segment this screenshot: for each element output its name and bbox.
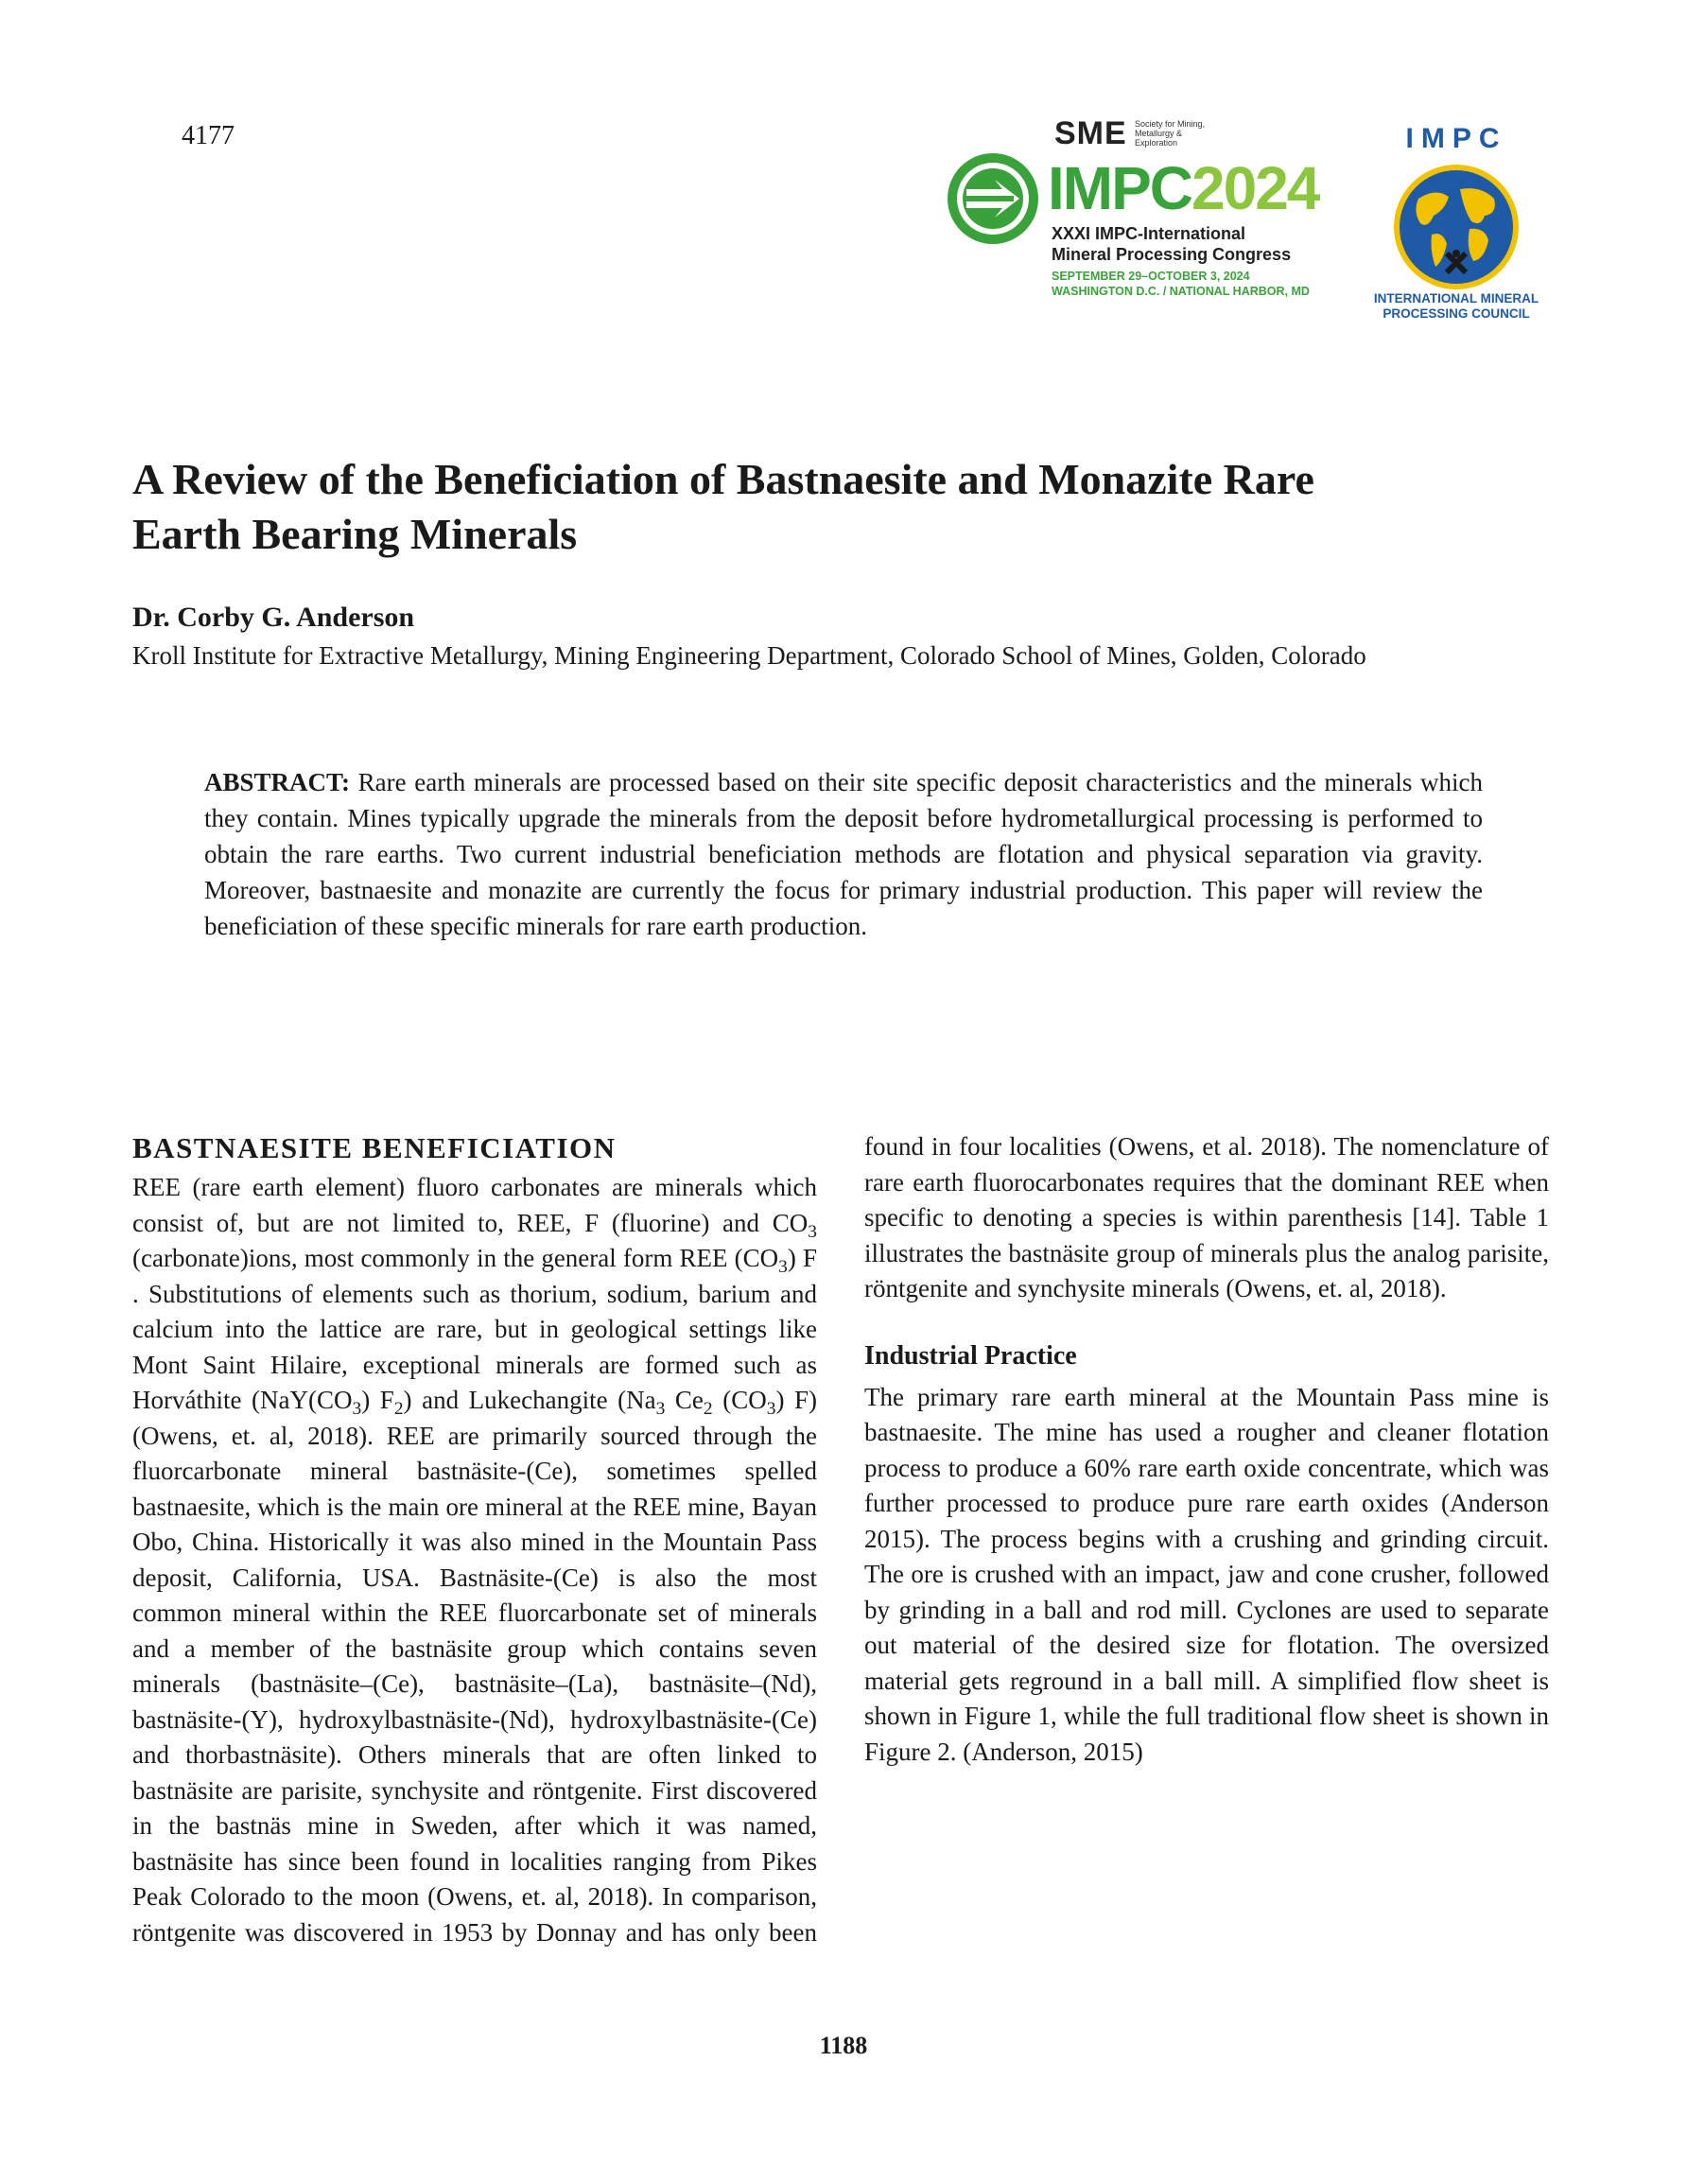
congress-dates: SEPTEMBER 29–OCTOBER 3, 2024 [1052, 270, 1250, 283]
paper-title: A Review of the Beneficiation of Bastnaesite and Monazite Rare Earth Bearing Minerals [132, 455, 1314, 558]
abstract-label: ABSTRACT: [204, 768, 351, 796]
abstract-text: Rare earth minerals are processed based on their site specific deposit characteristics and the minerals which they contain. Mines typically upgrade the minerals from the deposit before hydrometallurgical processing is performed to obtain the rare earths. Two current industrial beneficiation methods are flotation and physical separation via gravity. Moreover, bastnaesite and monazite are currently the focus for primary industrial production. This paper will review the beneficiation of these specific minerals for rare earth production. [204, 768, 1483, 940]
congress-line-2: Mineral Processing Congress [1052, 245, 1292, 264]
author-name: Dr. Corby G. Anderson [132, 602, 415, 633]
impc-word: IMPC [1048, 154, 1191, 222]
subsection-heading: Industrial Practice [864, 1340, 1077, 1371]
globe-icon [1390, 161, 1522, 293]
council-line-1: INTERNATIONAL MINERAL [1373, 291, 1539, 306]
congress-logo [946, 112, 1343, 329]
body-paragraph-2: The primary rare earth mineral at the Mountain Pass mine is bastnaesite. The mine has used a rougher and cleaner flotation process to produce a 60% rare earth oxide concentrate, which was further processed to produce pure rare earth oxides (Anderson 2015). The process begins with a crushing and grinding circuit. The ore is crushed with an impact, jaw and cone crusher, followed by grinding in a ball and rod mill. Cyclones are used to separate out material of the desired size for flotation. The oversized material gets reground in a ball mill. A simplified flow sheet is shown in Figure 1, while the full traditional flow sheet is shown in Figure 2. (Anderson, 2015) [864, 1382, 1549, 1766]
paper-id: 4177 [182, 121, 235, 150]
council-logo [1362, 123, 1551, 322]
sme-logo-text: SME [1054, 115, 1127, 151]
page-number: 1188 [819, 2032, 868, 2059]
abstract [204, 764, 1483, 944]
impc-year: 2024 [1191, 154, 1319, 222]
congress-line-1: XXXI IMPC-International [1052, 224, 1246, 243]
sme-subtitle: Society for Mining, Metallurgy & Exploration [1135, 119, 1206, 148]
congress-place: WASHINGTON D.C. / NATIONAL HARBOR, MD [1052, 285, 1310, 298]
left-column [132, 1129, 817, 1950]
right-column [864, 1129, 1549, 1770]
impc-badge-icon [946, 151, 1040, 246]
body-paragraph-1-continued: found in four localities (Owens, et al. 2018). The nomenclature of rare earth fluorocarbonates requires that the dominant REE when specific to denoting a species is within parenthesis [14]. Table 1 illustrates the bastnäsite group of minerals plus the analog parisite, röntgenite and synchysite minerals (Owens, et. al, 2018). [864, 1132, 1549, 1302]
body-paragraph-1: REE (rare earth element) fluoro carbonates are minerals which consist of, but are not limited to, REE, F (fluorine) and $CO_3$ (carbonate)ions, most commonly in the general form REE $(CO_3)$ F . Substitutions of elements such as thorium, sodium, barium and calcium into the lattice are rare, but in geological settings like Mont Saint Hilaire, exceptional minerals are formed such as Horváthite ($NaY(CO_3)$ $F_2$) and Lukechangite ($Na_3$ $Ce_2$ $(CO_3)$ F) (Owens, et. al, 2018). REE are primarily sourced through the fluorcarbonate mineral bastnäsite-(Ce), sometimes spelled bastnaesite, which is the main ore mineral at the REE mine, Bayan Obo, China. Historically it was also mined in the Mountain Pass deposit, California, USA. Bastnäsite-(Ce) is also the most common mineral within the REE fluorcarbonate set of minerals and a member of the bastnäsite group which contains seven minerals (bastnäsite–(Ce), bastnäsite–(La), bastnäsite–(Nd), bastnäsite-(Y), hydroxylbastnäsite-(Nd), hydroxylbastnäsite-(Ce) and thorbastnäsite). Others minerals that are often linked to bastnäsite are parisite, synchysite and röntgenite. First discovered in the bastnäs mine in Sweden, after which it was named, bastnäsite has since been found in localities ranging from Pikes Peak Colorado to the moon (Owens, et. al, 2018). In comparison, röntgenite was discovered in 1953 by Donnay and has only been [132, 1173, 818, 1947]
council-wordmark: IMPC [1405, 123, 1507, 154]
section-heading: BASTNAESITE BENEFICIATION [132, 1131, 617, 1164]
author-affiliation: Kroll Institute for Extractive Metallurgy, Mining Engineering Department, Colorado School of Mines, Golden, Colorado [132, 641, 1366, 670]
council-line-2: PROCESSING COUNCIL [1383, 306, 1530, 321]
impc-2024-wordmark [1048, 153, 1318, 223]
